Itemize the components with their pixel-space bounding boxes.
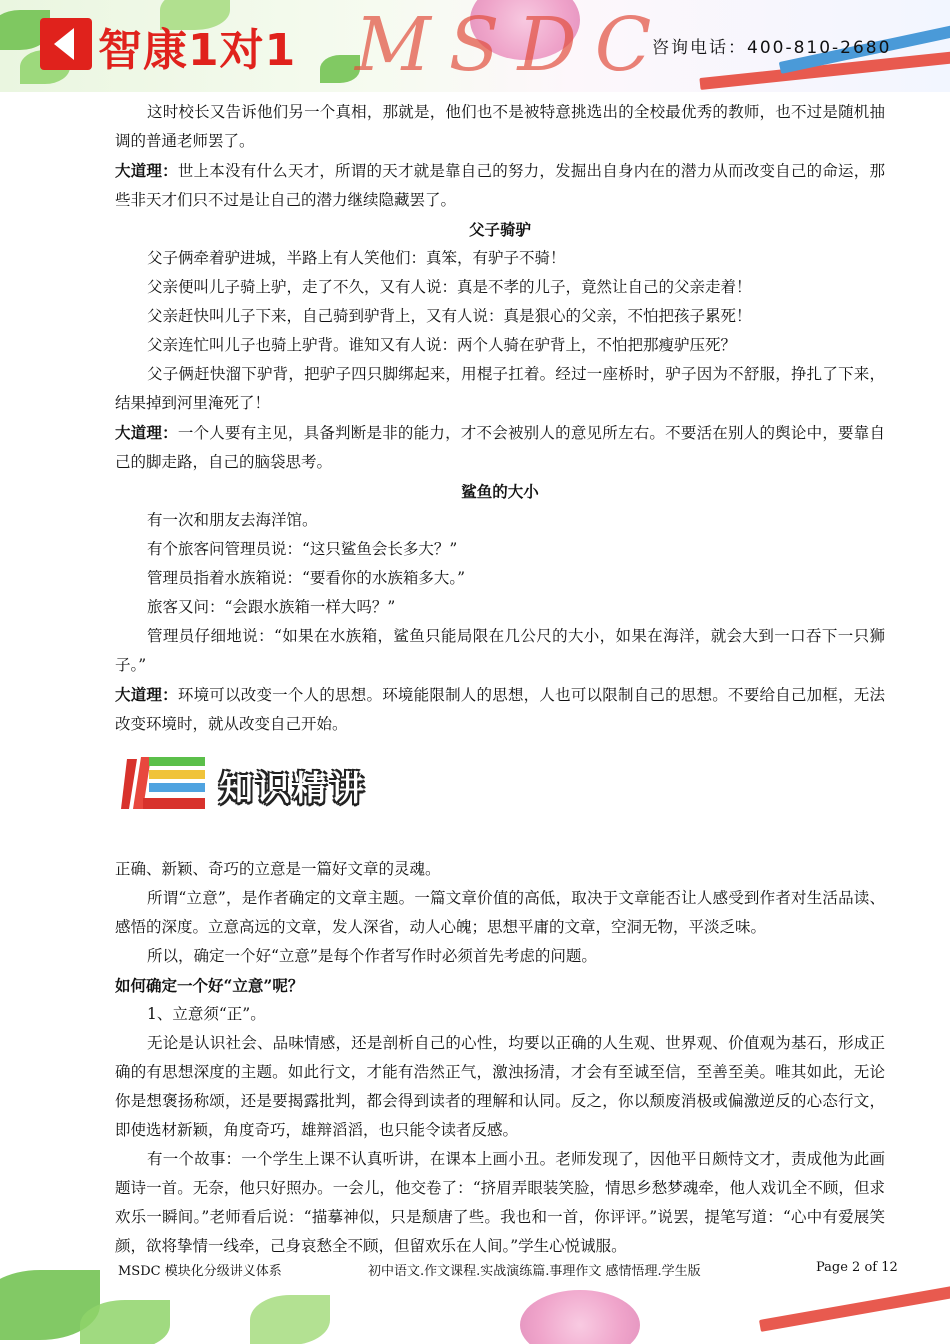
paragraph: 旅客又问：“会跟水族箱一样大吗？”: [147, 598, 396, 616]
paragraph: 有一次和朋友去海洋馆。: [147, 511, 318, 529]
paragraph: 有个旅客问管理员说：“这只鲨鱼会长多大？”: [147, 540, 458, 558]
paragraph: 管理员指着水族箱说：“要看你的水族箱多大。”: [147, 569, 466, 587]
moral-label: 大道理：: [115, 685, 178, 704]
section-heading: [115, 745, 885, 837]
paragraph: 所以，确定一个好“立意”是每个作者写作时必须首先考虑的问题。: [147, 947, 597, 965]
moral-label: 大道理：: [115, 423, 178, 442]
leaf-decoration: [320, 55, 360, 83]
paragraph: 这时校长又告诉他们另一个真相，那就是，他们也不是被特意挑选出的全校最优秀的教师，也不过是随机抽调的普通老师罢了。: [115, 103, 885, 150]
page-number: Page 2 of 12: [816, 1260, 898, 1275]
leaf-decoration: [80, 1300, 170, 1344]
books-icon: [121, 751, 207, 811]
logo-icon: [40, 18, 92, 70]
butterfly-decoration: [520, 1290, 640, 1344]
paragraph: 管理员仔细地说：“如果在水族箱，鲨鱼只能局限在几公尺的大小，如果在海洋，就会大到一口吞下一只狮子。”: [115, 627, 885, 674]
paragraph: 父亲便叫儿子骑上驴，走了不久，又有人说：真是不孝的儿子，竟然让自己的父亲走着！: [147, 278, 752, 296]
pencil-decoration: [759, 1282, 950, 1332]
paragraph: 父子俩赶快溜下驴背，把驴子四只脚绑起来，用棍子扛着。经过一座桥时，驴子因为不舒服，挣扎了下来，结果掉到河里淹死了！: [115, 365, 885, 412]
moral-text: 一个人要有主见，具备判断是非的能力，才不会被别人的意见所左右。不要活在别人的舆论中，要靠自己的脚走路，自己的脑袋思考。: [115, 424, 885, 471]
footer-course: 初中语文.作文课程.实战演练篇.事理作文 感情悟理.学生版: [368, 1264, 701, 1279]
section-title: 知识精讲: [219, 769, 367, 809]
hotline: 咨询电话：400-810-2680: [652, 38, 892, 58]
story-title: 父子骑驴: [468, 220, 531, 239]
moral-paragraph: [115, 418, 885, 477]
moral-text: 环境可以改变一个人的思想。环境能限制人的思想，人也可以限制自己的思想。不要给自己加框，无法改变环境时，就从改变自己开始。: [115, 686, 885, 733]
paragraph: 1、立意须“正”。: [147, 1005, 266, 1023]
moral-label: 大道理：: [115, 161, 178, 180]
paragraph: 父亲连忙叫儿子也骑上驴背。谁知又有人说：两个人骑在驴背上，不怕把那瘦驴压死？: [147, 336, 737, 354]
paragraph: 无论是认识社会、品味情感，还是剖析自己的心性，均要以正确的人生观、世界观、价值观为基石，形成正确的有思想深度的主题。如此行文，才能有浩然正气，激浊扬清，才会有至诚至信，至善至美。唯其如此，无论你是想褒扬称颂，还是要揭露批判，都会得到读者的理解和认同。反之，你以颓废消极或偏激逆反的心态行文，即使选材新颖，角度奇巧，雄辩滔滔，也只能令读者反感。: [115, 1034, 885, 1139]
subheading: 如何确定一个好“立意”呢？: [115, 976, 304, 995]
moral-paragraph: [115, 156, 885, 215]
page-header: [0, 0, 950, 92]
moral-text: 世上本没有什么天才，所谓的天才就是靠自己的努力，发掘出自身内在的潜力从而改变自己的命运，那些非天才们只不过是让自己的潜力继续隐藏罢了。: [115, 162, 885, 209]
page-footer: [0, 1250, 950, 1344]
footer-series: MSDC 模块化分级讲义体系: [118, 1264, 282, 1279]
moral-paragraph: [115, 680, 885, 739]
paragraph: 有一个故事：一个学生上课不认真听讲，在课本上画小丑。老师发现了，因他平日颇恃文才，责成他为此画题诗一首。无奈，他只好照办。一会儿，他交卷了：“挤眉弄眼装笑脸，情思乡愁梦魂牵，他人戏讥全不顾，但求欢乐一瞬间。”老师看后说：“描摹神似，只是颓唐了些。我也和一首，你评评。”说罢，提笔写道：“心中有爱展笑颜，欲将挚情一线牵，己身哀愁全不顾，但留欢乐在人间。”学生心悦诚服。: [115, 1150, 885, 1255]
paragraph: 父亲赶快叫儿子下来，自己骑到驴背上，又有人说：真是狠心的父亲，不怕把孩子累死！: [147, 307, 752, 325]
paragraph: 正确、新颖、奇巧的立意是一篇好文章的灵魂。: [115, 860, 441, 878]
logo-text: 智康1对1: [98, 25, 297, 76]
document-body: [115, 98, 885, 1261]
brand-watermark: MSDC: [355, 2, 670, 88]
story-title: 鲨鱼的大小: [461, 482, 539, 501]
paragraph: 父子俩牵着驴进城，半路上有人笑他们：真笨，有驴子不骑！: [147, 249, 566, 267]
leaf-decoration: [250, 1295, 330, 1344]
paragraph: 所谓“立意”，是作者确定的文章主题。一篇文章价值的高低，取决于文章能否让人感受到作者对生活品读、感悟的深度。立意高远的文章，发人深省，动人心魄；思想平庸的文章，空洞无物，平淡乏味。: [115, 889, 885, 936]
